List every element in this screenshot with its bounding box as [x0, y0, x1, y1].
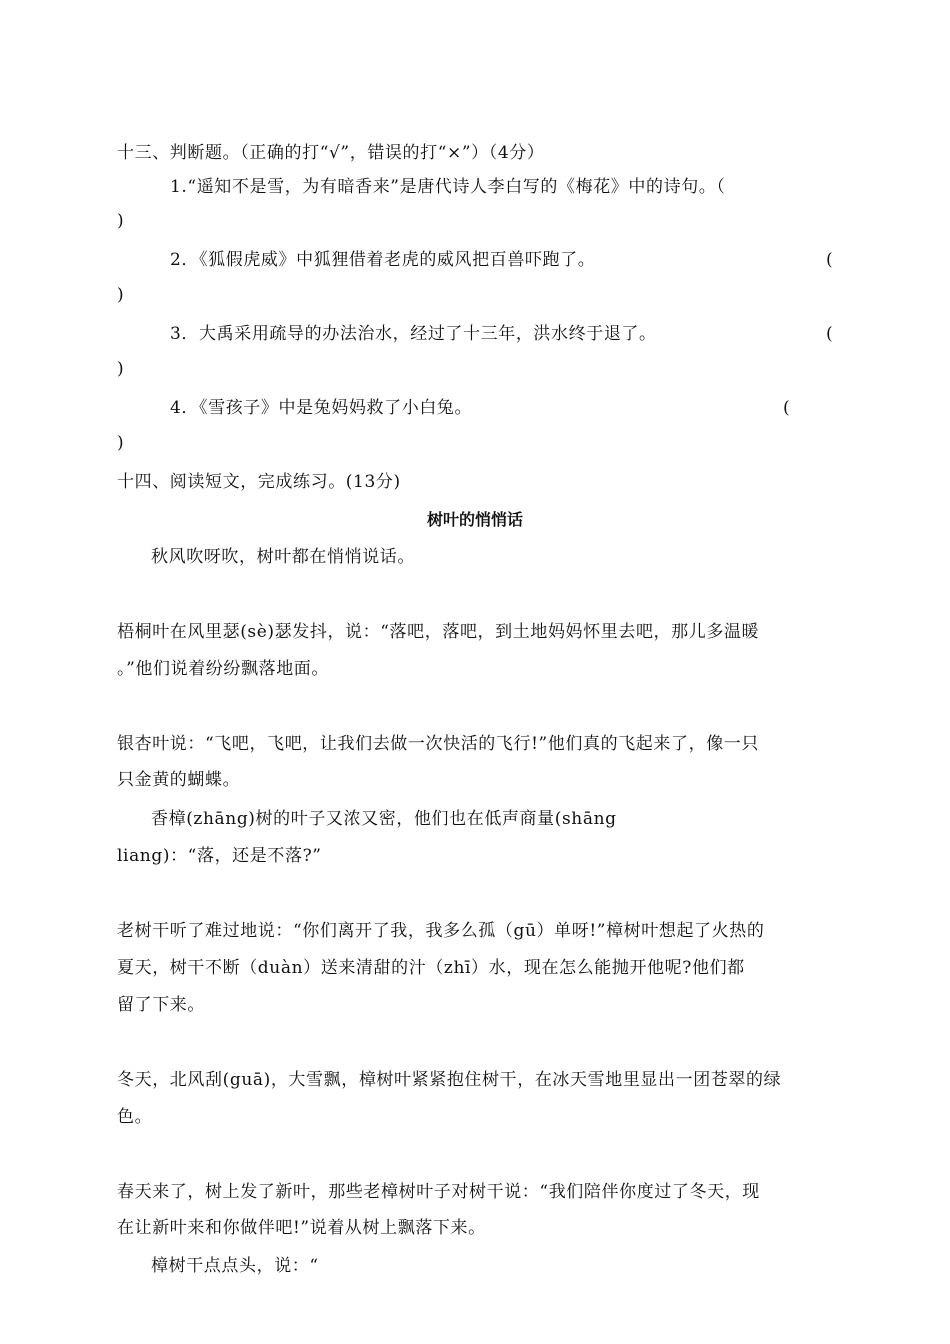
passage-line: 在让新叶来和你做伴吧!”说着从树上飘落下来。 [117, 1218, 486, 1238]
passage-line: 只金黄的蝴蝶。 [117, 770, 241, 790]
passage-line: 春天来了，树上发了新叶，那些老樟树叶子对树干说：“我们陪伴你度过了冬天，现 [117, 1182, 760, 1202]
question-4-close-paren: ) [117, 433, 124, 453]
passage-line: 留了下来。 [117, 995, 205, 1015]
section-13-heading: 十三、判断题。（正确的打“√”，错误的打“×”）（4分） [117, 143, 545, 163]
passage-line: 夏天，树干不断（duàn）送来清甜的汁（zhī）水，现在怎么能抛开他呢?他们都 [117, 958, 745, 978]
question-4-open-paren: ( [783, 398, 790, 418]
question-2-close-paren: ) [117, 285, 124, 305]
question-2: 2．《狐假虎威》中狐狸借着老虎的威风把百兽吓跑了。 [170, 250, 596, 270]
passage-line: 。”他们说着纷纷飘落地面。 [117, 659, 329, 679]
question-3-open-paren: ( [826, 324, 833, 344]
passage-line: 樟树干点点头，说：“ [151, 1256, 319, 1276]
section-14-heading: 十四、阅读短文，完成练习。(13分) [117, 472, 401, 492]
question-3-close-paren: ) [117, 359, 124, 379]
passage-line: 秋风吹呀吹，树叶都在悄悄说话。 [151, 547, 415, 567]
passage-line: 梧桐叶在风里瑟(sè)瑟发抖，说：“落吧，落吧，到土地妈妈怀里去吧，那儿多温暖 [117, 622, 760, 642]
passage-line: 银杏叶说：“飞吧，飞吧，让我们去做一次快活的飞行!”他们真的飞起来了，像一只 [117, 734, 760, 754]
question-2-open-paren: ( [826, 250, 833, 270]
passage-line: 冬天，北风刮(guā)，大雪飘，樟树叶紧紧抱住树干，在冰天雪地里显出一团苍翠的绿 [117, 1070, 782, 1090]
question-1: 1.“遥知不是雪，为有暗香来”是唐代诗人李白写的《梅花》中的诗句。（ [170, 177, 726, 197]
passage-title: 树叶的悄悄话 [426, 510, 523, 529]
passage-line: 老树干听了难过地说：“你们离开了我，我多么孤（gū）单呀!”樟树叶想起了火热的 [117, 921, 765, 941]
passage-line: 香樟(zhāng)树的叶子又浓又密，他们也在低声商量(shāng [151, 809, 617, 829]
question-3: 3．大禹采用疏导的办法治水，经过了十三年，洪水终于退了。 [170, 324, 657, 344]
passage-line: liang)：“落，还是不落?” [117, 846, 322, 866]
passage-line: 色。 [117, 1107, 153, 1127]
question-4: 4．《雪孩子》中是兔妈妈救了小白兔。 [170, 398, 473, 418]
question-1-close-paren: ) [117, 211, 124, 231]
